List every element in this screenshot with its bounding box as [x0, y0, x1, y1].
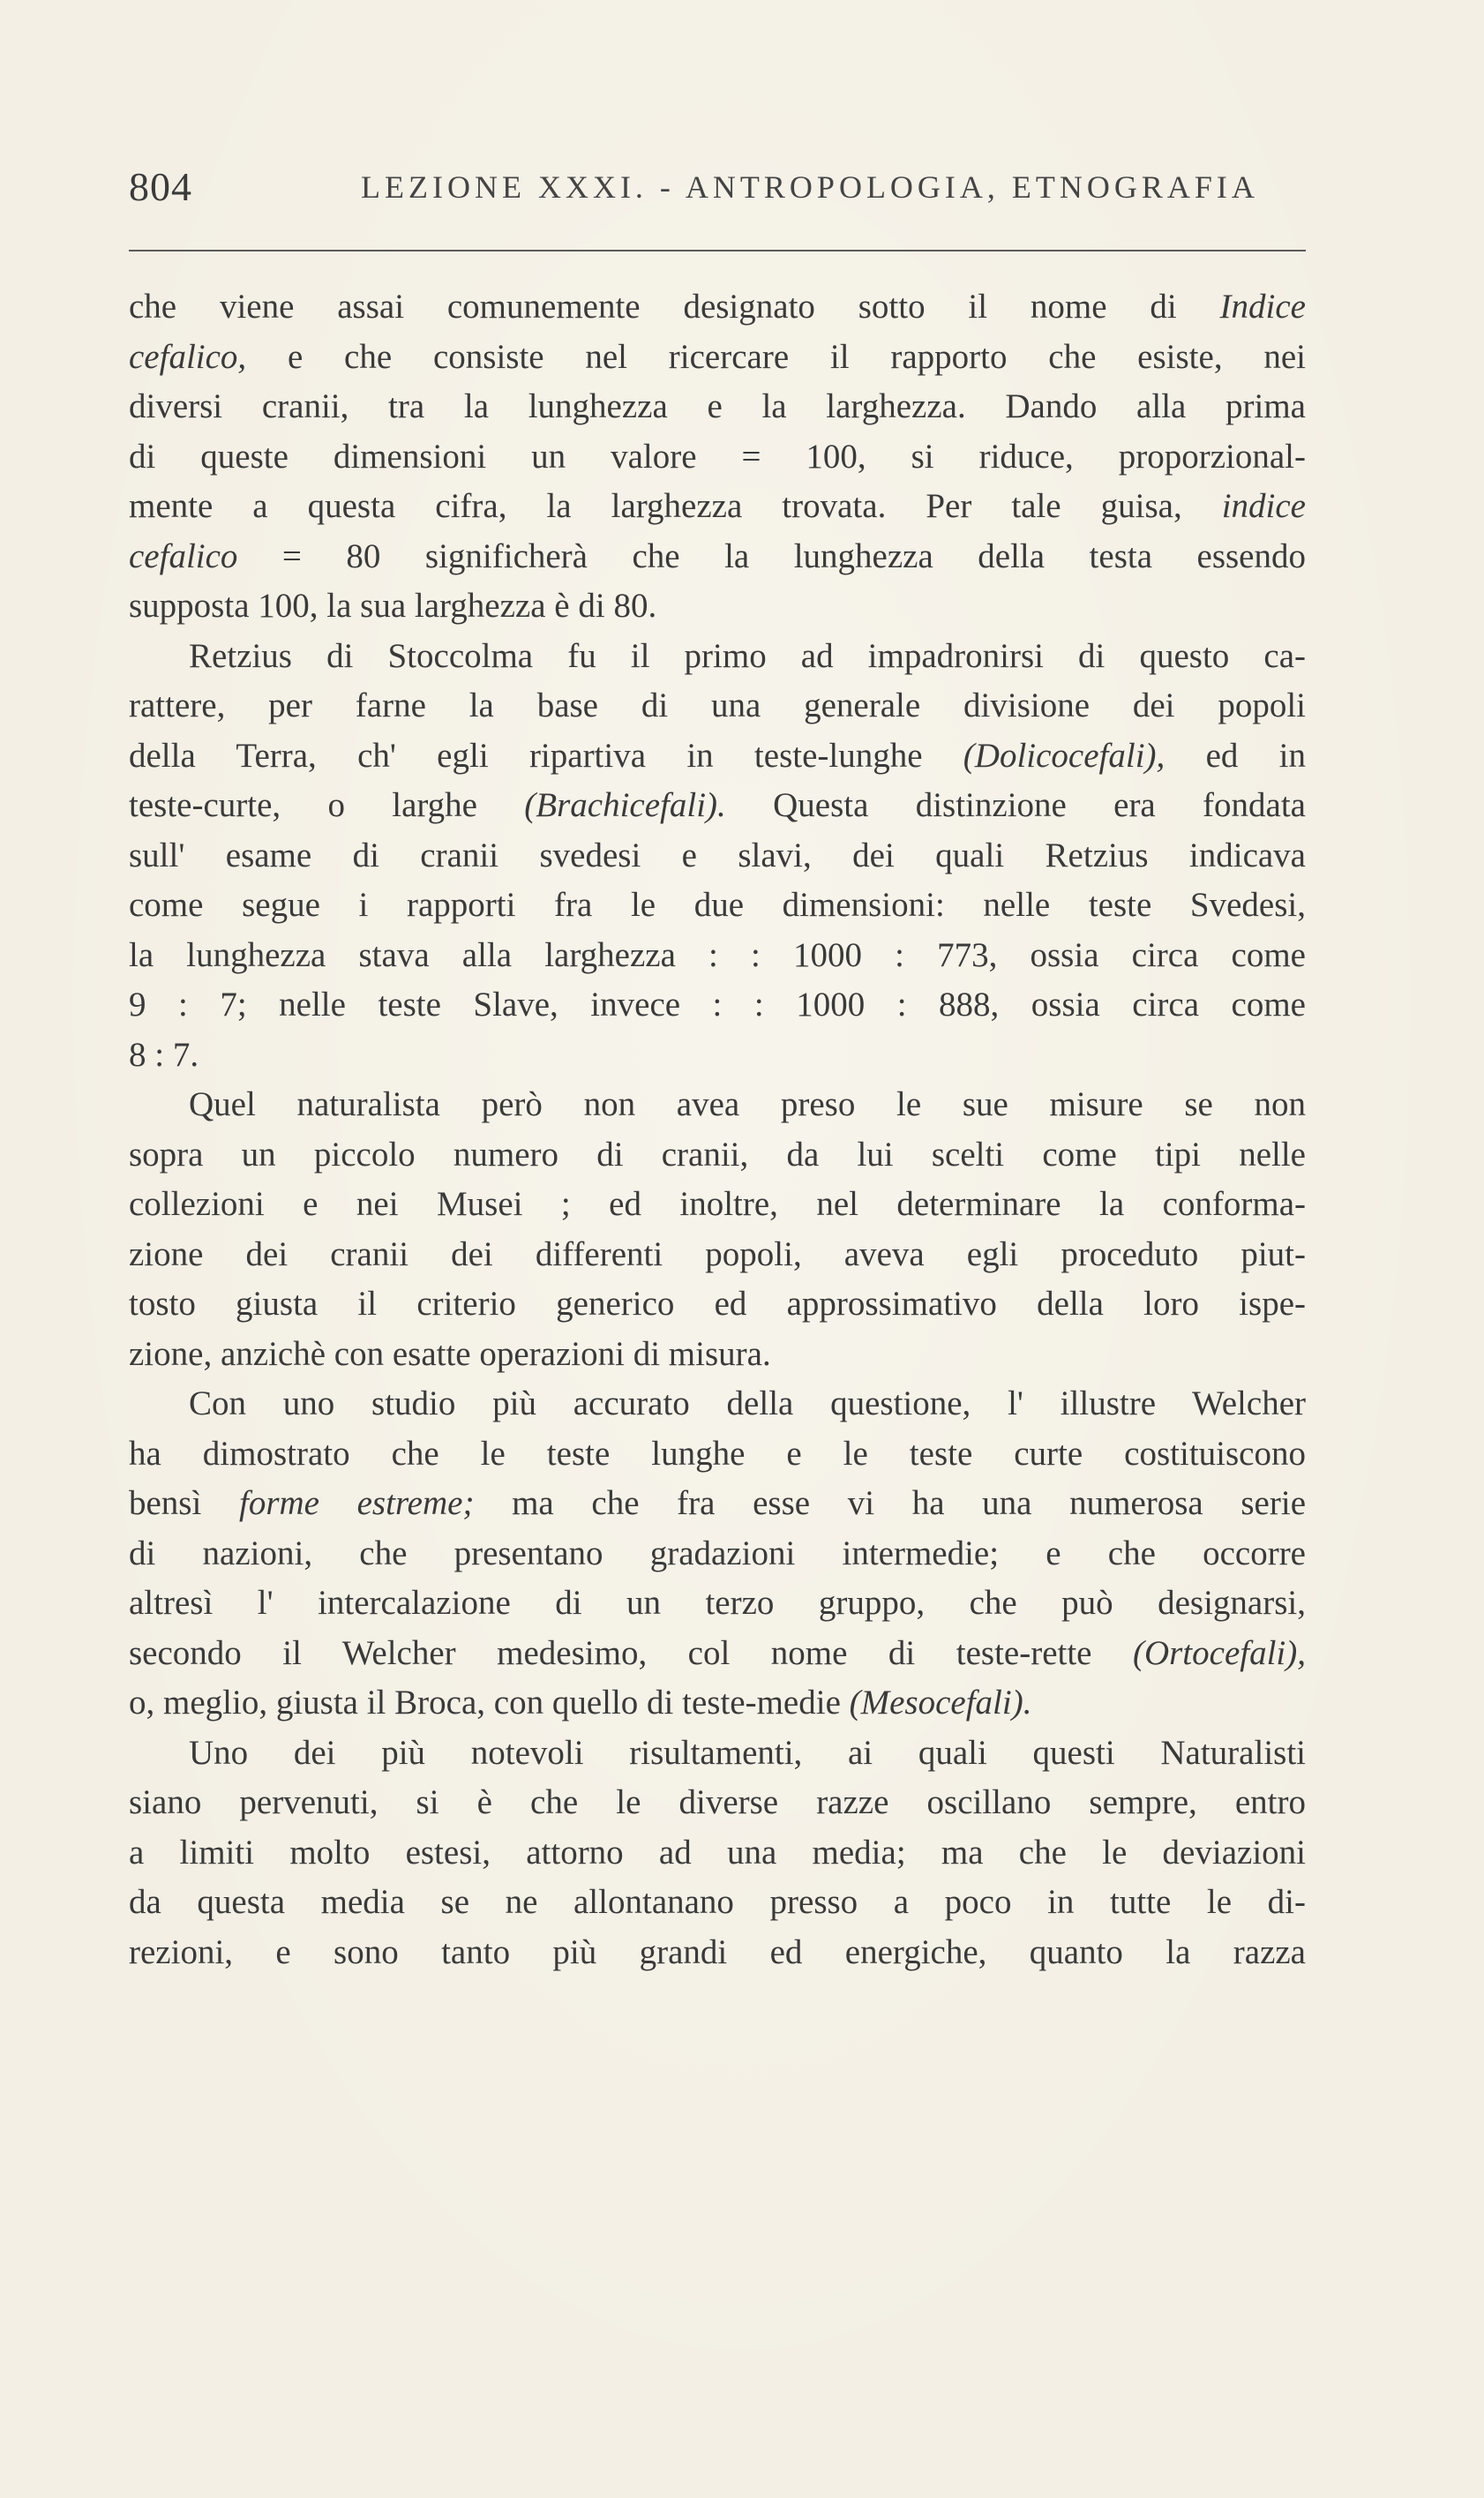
text-line [129, 1130, 1306, 1181]
text-segment: di queste dimensioni un valore = 100, si riduce, proporzional- [129, 437, 1306, 476]
text-line [129, 1778, 1306, 1828]
text-segment: bensì [129, 1484, 239, 1522]
italic-text: Indice [1219, 288, 1306, 326]
text-segment: Quel naturalista però non avea preso le sue misure se non [189, 1085, 1306, 1123]
text-segment: la lunghezza stava alla larghezza : : 1000 : 773, ossia circa come [129, 935, 1306, 974]
text-segment: supposta 100, la sua larghezza è di 80. [129, 587, 657, 625]
text-line [129, 1828, 1306, 1879]
text-line [129, 482, 1306, 532]
text-segment: 8 : 7. [129, 1035, 199, 1074]
text-segment: sull' esame di cranii svedesi e slavi, dei quali Retzius indicava [129, 836, 1306, 874]
text-line [129, 1729, 1306, 1779]
text-segment: Questa distinzione era fondata [725, 786, 1306, 824]
text-line [129, 432, 1306, 483]
text-line [129, 1031, 1306, 1081]
text-segment: altresì l' intercalazione di un terzo gruppo, che può designarsi, [129, 1584, 1306, 1622]
text-segment: = 80 significherà che la lunghezza della testa essendo [237, 536, 1306, 575]
text-segment: ma che fra esse vi ha una numerosa serie [474, 1484, 1307, 1522]
text-line [129, 881, 1306, 931]
header-rule [129, 250, 1306, 251]
text-segment: teste-curte, o larghe [129, 786, 525, 824]
text-segment: rattere, per farne la base di una generale divisione dei popoli [129, 686, 1306, 724]
text-segment: come segue i rapporti fra le due dimensioni: nelle teste Svedesi, [129, 886, 1306, 924]
text-segment: Retzius di Stoccolma fu il primo ad impadronirsi di questo ca- [189, 636, 1306, 675]
text-segment: Uno dei più notevoli risultamenti, ai quali questi Naturalisti [189, 1733, 1306, 1772]
text-line [129, 632, 1306, 682]
text-segment: siano pervenuti, si è che le diverse razze oscillano sempre, entro [129, 1783, 1306, 1821]
text-line [129, 931, 1306, 981]
italic-text: forme estreme; [238, 1484, 475, 1522]
text-segment: ed in [1165, 736, 1306, 775]
text-segment: da questa media se ne allontanano presso a poco in tutte le di- [129, 1883, 1306, 1921]
text-line [129, 1230, 1306, 1280]
italic-text: indice [1221, 487, 1306, 525]
text-segment: diversi cranii, tra la lunghezza e la larghezza. Dando alla prima [129, 387, 1306, 425]
page-number: 804 [129, 164, 192, 209]
text-segment: secondo il Welcher medesimo, col nome di teste-rette [129, 1633, 1133, 1672]
text-segment: zione, anzichè con esatte operazioni di misura. [129, 1334, 771, 1373]
text-segment: tosto giusta il criterio generico ed approssimativo della loro ispe- [129, 1285, 1306, 1323]
text-line [129, 282, 1306, 333]
text-segment: o, meglio, giusta il Broca, con quello di teste-medie [129, 1684, 850, 1722]
text-line [129, 1878, 1306, 1928]
page-header [129, 163, 1306, 216]
text-line [129, 831, 1306, 881]
text-segment: della Terra, ch' egli ripartiva in teste-lunghe [129, 736, 963, 775]
text-line [129, 980, 1306, 1031]
italic-text: cefalico, [129, 337, 247, 376]
running-head: LEZIONE XXXI. - ANTROPOLOGIA, ETNOGRAFIA [361, 169, 1259, 205]
italic-text: (Dolicocefali), [963, 736, 1165, 775]
text-line [129, 731, 1306, 782]
text-line [129, 1379, 1306, 1429]
text-segment: zione dei cranii dei differenti popoli, aveva egli proceduto piut- [129, 1234, 1306, 1273]
text-line [129, 1928, 1306, 1978]
text-segment: di nazioni, che presentano gradazioni intermedie; e che occorre [129, 1534, 1306, 1572]
italic-text: cefalico [129, 536, 238, 575]
text-segment: 9 : 7; nelle teste Slave, invece : : 1000 : 888, ossia circa come [129, 986, 1306, 1024]
text-line [129, 1529, 1306, 1579]
text-segment: Con uno studio più accurato della questione, l' illustre Welcher [189, 1384, 1306, 1422]
text-line [129, 1080, 1306, 1130]
text-line [129, 1180, 1306, 1230]
text-segment: a limiti molto estesi, attorno ad una media; ma che le deviazioni [129, 1833, 1306, 1872]
text-line [129, 382, 1306, 432]
text-line [129, 1629, 1306, 1679]
text-segment: ha dimostrato che le teste lunghe e le teste curte costituiscono [129, 1434, 1306, 1473]
text-line [129, 1330, 1306, 1380]
text-segment: collezioni e nei Musei ; ed inoltre, nel determinare la conforma- [129, 1185, 1306, 1223]
text-segment: che viene assai comunemente designato sotto il nome di [129, 288, 1220, 326]
text-line [129, 1579, 1306, 1629]
body-text [129, 282, 1306, 1977]
text-line [129, 532, 1306, 582]
text-line [129, 1279, 1306, 1330]
text-line [129, 681, 1306, 731]
text-line [129, 1429, 1306, 1480]
italic-text: (Mesocefali). [849, 1684, 1032, 1722]
text-line [129, 1479, 1306, 1529]
text-line [129, 1678, 1306, 1729]
text-line [129, 781, 1306, 831]
text-segment: mente a questa cifra, la larghezza trovata. Per tale guisa, [129, 487, 1222, 525]
text-segment: e che consiste nel ricercare il rapporto che esiste, nei [246, 337, 1306, 376]
text-segment: rezioni, e sono tanto più grandi ed energiche, quanto la razza [129, 1932, 1306, 1971]
text-line [129, 333, 1306, 383]
italic-text: (Brachicefali). [524, 786, 726, 824]
italic-text: (Ortocefali), [1132, 1633, 1306, 1672]
text-segment: sopra un piccolo numero di cranii, da lui scelti come tipi nelle [129, 1135, 1306, 1174]
text-line [129, 581, 1306, 632]
